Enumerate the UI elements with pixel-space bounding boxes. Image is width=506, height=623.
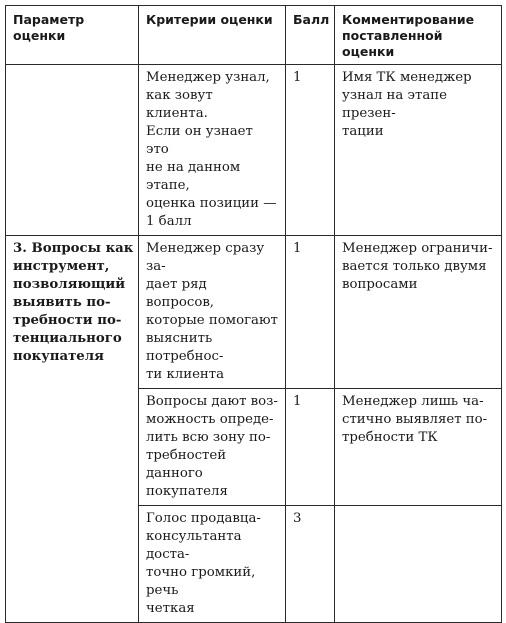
header-comment: Комментирование поставленной оценки [335,6,502,65]
score-cell: 3 [286,506,335,623]
comment-cell: Менеджер лишь ча- стично выявляет по- требности ТК [335,389,502,506]
criteria-cell: Вопросы дают воз- можность опреде- лить всю зону по- требностей данного покупателя [139,389,286,506]
parameter-cell: 3. Вопросы как инструмент, позволяющий выявить по- требности по- тенциального покупателя [6,236,139,623]
table-header-row [6,6,502,65]
score-cell: 1 [286,236,335,389]
criteria-cell: Менеджер узнал, как зовут клиента. Если он узнает это не на данном этапе, оценка позиции — 1 балл [139,65,286,236]
evaluation-table [5,5,502,623]
table-row [6,236,502,389]
table-row [6,65,502,236]
comment-cell [335,506,502,623]
comment-cell: Имя ТК менеджер узнал на этапе презен- тации [335,65,502,236]
parameter-cell [6,65,139,236]
criteria-cell: Менеджер сразу за- дает ряд вопросов, которые помогают выяснить потребнос- ти клиента [139,236,286,389]
evaluation-table-container [5,5,502,623]
criteria-cell: Голос продавца- консультанта доста- точно громкий, речь четкая [139,506,286,623]
score-cell: 1 [286,389,335,506]
header-score: Балл [286,6,335,65]
score-cell: 1 [286,65,335,236]
header-criteria: Критерии оценки [139,6,286,65]
comment-cell: Менеджер ограничи- вается только двумя вопросами [335,236,502,389]
header-parameter: Параметр оценки [6,6,139,65]
